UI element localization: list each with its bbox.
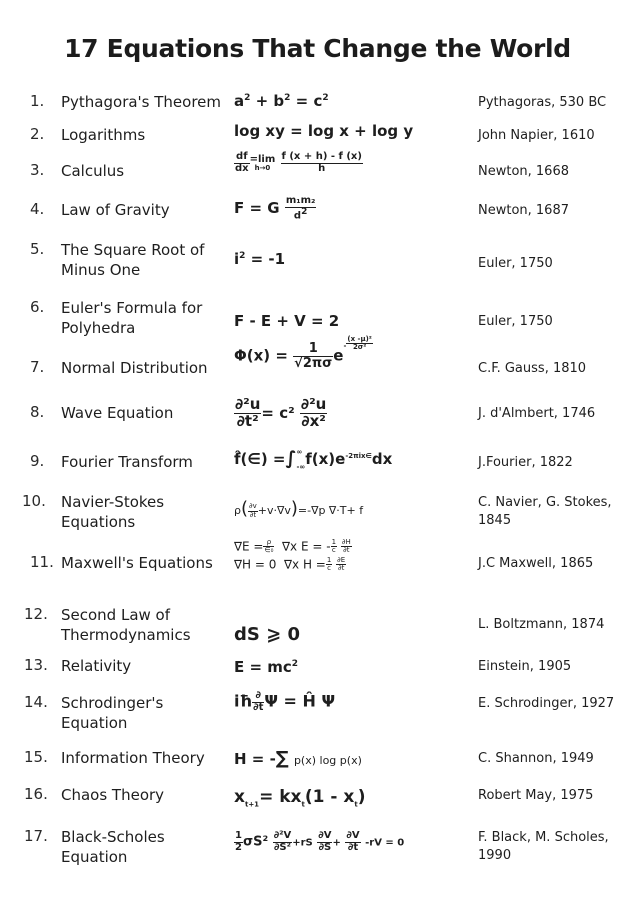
equation-name: Calculus (61, 162, 125, 180)
equation-formula: dS ⩾ 0 (234, 624, 300, 645)
row-number: 3. (30, 161, 45, 179)
row-number: 11. (30, 553, 54, 571)
equation-name: Relativity (61, 657, 132, 675)
equation-formula: $\frac{df}{dx}$ =lim h→0 $\frac{f (x + h) - f (x)}{h}$ (235, 151, 362, 174)
discoverer: J.Fourier, 1822 (478, 455, 573, 470)
equation-formula: $x_{t+1}= kx_t(1 - x_t)$ (234, 787, 366, 809)
equation-formula: ∇E = $\frac{\rho}{\text{∈₀}}$ ∇x E = - $\frac{1}{c}$ $\frac{\partial H}{\partial t}$ ∇H = 0 ∇x H = $\frac{1}{c}$ $\frac{\partial E}{\partial t}$ (234, 538, 351, 573)
equation-name: Maxwell's Equations (61, 554, 213, 572)
row-number: 13. (24, 656, 48, 674)
discoverer: C.F. Gauss, 1810 (478, 361, 587, 376)
equation-formula: H = -∑ p(x) log p(x) (234, 748, 362, 769)
row-number: 5. (30, 240, 45, 258)
row-number: 10. (22, 492, 46, 510)
equation-name: Law of Gravity (61, 201, 170, 219)
discoverer: Einstein, 1905 (478, 659, 572, 674)
equation-formula: iħ $\frac{\partial}{\partial t}$ Ψ = Ĥ Ψ (234, 690, 336, 713)
discoverer: John Napier, 1610 (478, 128, 595, 143)
discoverer: J.C Maxwell, 1865 (478, 556, 594, 571)
discoverer: C. Navier, G. Stokes, 1845 (478, 495, 612, 528)
equation-name: Normal Distribution (61, 359, 208, 377)
equation-formula: $E = mc^2$ (234, 658, 299, 676)
row-number: 6. (30, 298, 45, 316)
equation-name: Pythagora's Theorem (61, 93, 222, 111)
equation-formula: f̂(∈) =∫ ∞ -∞ $f(x)e^{-2\pi ix\in}dx$ (234, 447, 393, 471)
row-number: 9. (30, 452, 45, 470)
equation-formula: $\frac{1}{2}$ σS² $\frac{\text{∂²V}}{\text{∂S²}}$ +rS $\frac{\partial V}{\partial S}$ + $\frac{\partial V}{\partial t}$ -rV = 0 (235, 830, 405, 853)
equation-formula: ρ( $\frac{\partial v}{\partial t}$ +v·∇v)=-∇p ∇·T+ f (234, 498, 364, 519)
discoverer: F. Black, M. Scholes, 1990 (478, 830, 609, 863)
row-number: 4. (30, 200, 45, 218)
row-number: 2. (30, 125, 45, 143)
row-number: 14. (24, 693, 48, 711)
equation-name: Schrodinger's Equation (61, 694, 164, 732)
discoverer: Newton, 1668 (478, 164, 569, 179)
equation-name: Second Law of Thermodynamics (61, 606, 191, 644)
equation-formula: F = G $\frac{\text{m₁m₂}}{d^2}$ (234, 195, 316, 221)
discoverer: Pythagoras, 530 BC (478, 95, 607, 110)
row-number: 7. (30, 358, 45, 376)
page-title: 17 Equations That Change the World (64, 34, 571, 63)
discoverer: E. Schrodinger, 1927 (478, 696, 615, 711)
discoverer: Newton, 1687 (478, 203, 569, 218)
row-number: 1. (30, 92, 45, 110)
discoverer: L. Boltzmann, 1874 (478, 617, 605, 632)
equation-name: Fourier Transform (61, 453, 193, 471)
row-number: 17. (24, 827, 48, 845)
equation-name: Information Theory (61, 749, 205, 767)
discoverer: Robert May, 1975 (478, 788, 594, 803)
discoverer: C. Shannon, 1949 (478, 751, 594, 766)
discoverer: Euler, 1750 (478, 256, 553, 271)
equation-name: Chaos Theory (61, 786, 165, 804)
equation-name: Logarithms (61, 126, 146, 144)
discoverer: J. d'Almbert, 1746 (478, 406, 596, 421)
discoverer: Euler, 1750 (478, 314, 553, 329)
row-number: 15. (24, 748, 48, 766)
equation-name: The Square Root of Minus One (61, 241, 205, 279)
row-number: 8. (30, 403, 45, 421)
equation-name: Euler's Formula for Polyhedra (61, 299, 203, 337)
equation-name: Wave Equation (61, 404, 174, 422)
equation-formula: $\frac{\text{∂²u}}{\text{∂t²}}$ = c² $\frac{\text{∂²u}}{\text{∂x²}}$ (235, 395, 327, 430)
equation-formula: Φ(x) = $\frac{1}{√2\pi\sigma}$ e- $\frac{\text{(x -μ)²}}{\text{2σ²}}$ (234, 334, 372, 371)
equation-name: Navier-Stokes Equations (61, 493, 165, 531)
equation-formula: $i^2 = -1$ (234, 250, 286, 268)
equation-formula: $a^2 + b^2 = c^2$ (234, 92, 329, 110)
row-number: 12. (24, 605, 48, 623)
equation-formula: F - E + V = 2 (234, 312, 340, 330)
equation-formula: log xy = log x + log y (234, 122, 414, 140)
row-number: 16. (24, 785, 48, 803)
equation-name: Black-Scholes Equation (61, 828, 165, 866)
